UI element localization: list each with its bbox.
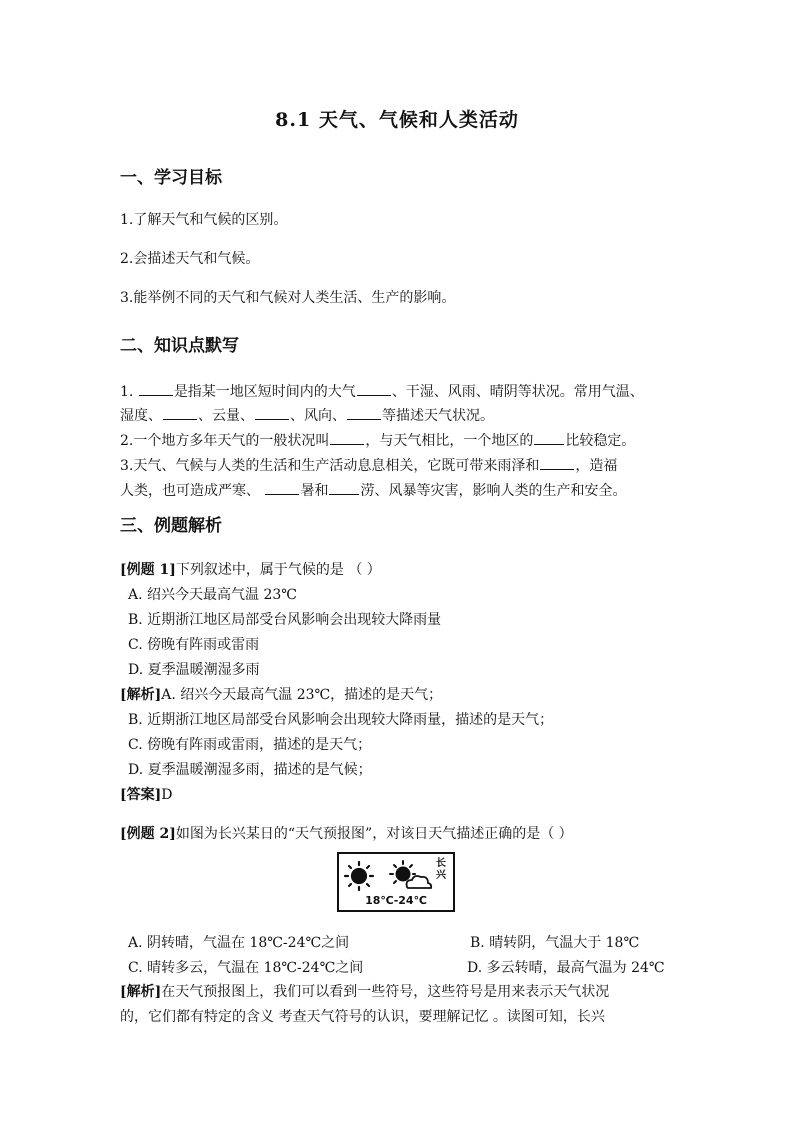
blank-field: [163, 405, 197, 420]
goal-item: 2.会描述天气和气候。: [120, 251, 260, 267]
example-1-analysis-line: C. 傍晚有阵雨或雷雨，描述的是天气；: [128, 737, 372, 753]
blank-field: [330, 430, 364, 445]
blank-field: [255, 405, 289, 420]
blank-field: [329, 480, 359, 495]
blank-field: [540, 455, 574, 470]
example-1-answer: [答案]D: [120, 787, 173, 803]
example-2-option: B. 晴转阴，气温大于 18℃: [470, 935, 640, 951]
example-1-option: A. 绍兴今天最高气温 23℃: [128, 587, 297, 603]
blank-field: [139, 381, 173, 396]
fill-line-3: 2.一个地方多年天气的一般状况叫 ，与天气相比，一个地区的 比较稳定。: [120, 430, 635, 450]
example-1-question: [例题 1]下列叙述中，属于气候的是 （ ）: [120, 562, 381, 578]
example-1-option: C. 傍晚有阵雨或雷雨: [128, 637, 260, 653]
blank-field: [357, 381, 391, 396]
fill-line-5: 人类，也可造成严寒、 暑和 涝、风暴等灾害，影响人类的生产和安全。: [120, 480, 626, 500]
temperature-range: 18℃-24℃: [365, 894, 427, 907]
page-title: 8.1 天气、气候和人类活动: [275, 109, 519, 131]
sun-icon: [345, 862, 373, 890]
section-heading-goals: 一、学习目标: [120, 168, 222, 188]
example-2-option: A. 阴转晴，气温在 18℃-24℃之间: [128, 935, 350, 951]
blank-field: [534, 430, 564, 445]
fill-line-4: 3.天气、气候与人类的生活和生产活动息息相关，它既可带来雨泽和 ，造福: [120, 455, 617, 475]
blank-field: [347, 405, 381, 420]
fill-line-1: 1. 是指某一地区短时间内的大气 、干湿、风雨、晴阴等状况。常用气温、: [120, 381, 644, 401]
example-2-analysis-line: 的，它们都有特定的含义 考查天气符号的认识，要理解记忆 。读图可知，长兴: [120, 1009, 605, 1025]
example-1-option: D. 夏季温暖潮湿多雨: [128, 662, 260, 678]
example-2-option: D. 多云转晴，最高气温为 24℃: [467, 960, 665, 976]
example-1-option: B. 近期浙江地区局部受台风影响会出现较大降雨量: [128, 612, 442, 628]
goal-item: 1.了解天气和气候的区别。: [120, 212, 288, 228]
example-2-option: C. 晴转多云，气温在 18℃-24℃之间: [128, 960, 364, 976]
example-1-analysis: [解析]A. 绍兴今天最高气温 23℃，描述的是天气；: [120, 687, 443, 703]
example-2-analysis: [解析]在天气预报图上，我们可以看到一些符号，这些符号是用来表示天气状况: [120, 984, 610, 1000]
sun-behind-cloud-icon: [390, 861, 431, 888]
city-label: 长兴: [436, 858, 446, 881]
fill-line-2: 湿度、 、云量、 、风向、 等描述天气状况。: [120, 405, 494, 425]
section-heading-knowledge: 二、知识点默写: [120, 336, 239, 356]
example-1-analysis-line: B. 近期浙江地区局部受台风影响会出现较大降雨量，描述的是天气；: [128, 712, 554, 728]
goal-item: 3.能举例不同的天气和气候对人类生活、生产的影响。: [120, 290, 456, 306]
section-heading-examples: 三、例题解析: [120, 516, 222, 536]
blank-field: [265, 480, 299, 495]
example-1-analysis-line: D. 夏季温暖潮湿多雨，描述的是气候；: [128, 762, 372, 778]
weather-forecast-figure: [337, 852, 455, 912]
example-2-question: [例题 2]如图为长兴某日的“天气预报图”，对该日天气描述正确的是（ ）: [120, 826, 573, 842]
